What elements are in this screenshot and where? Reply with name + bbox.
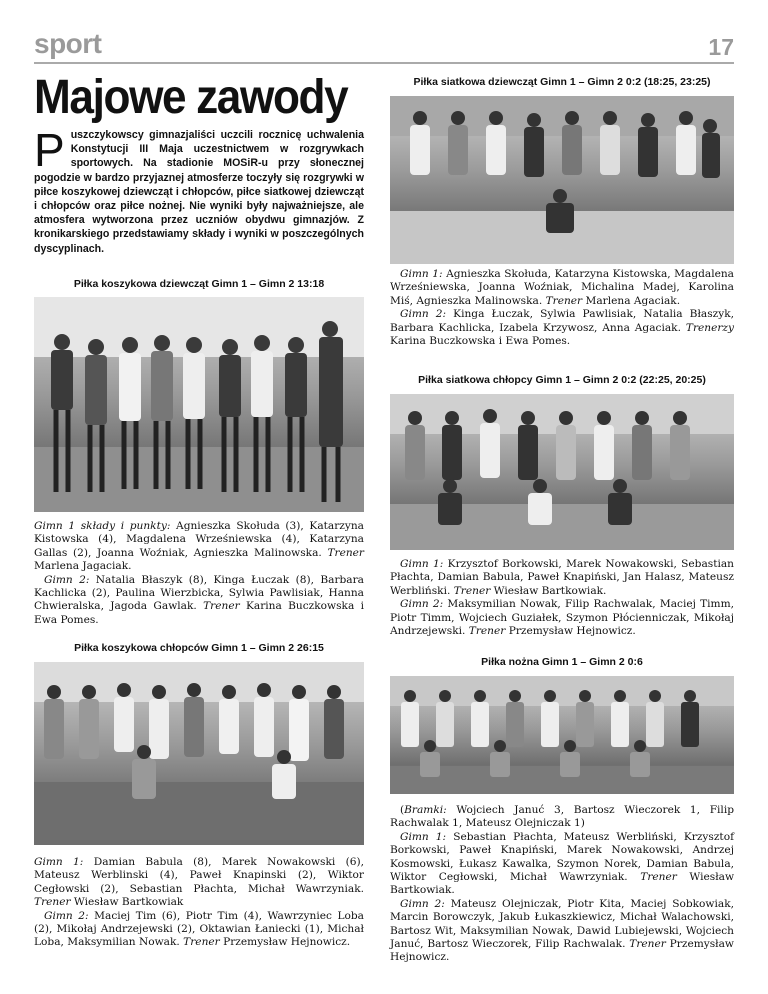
boys-basketball-photo — [34, 662, 364, 845]
boys-volleyball-photo — [390, 394, 734, 550]
drop-cap: P — [34, 124, 65, 176]
team-silhouettes — [390, 96, 734, 264]
team-silhouettes — [390, 676, 734, 794]
header-rule — [34, 62, 734, 64]
lead-text: uszczykowscy gimnazjaliści uczcili rocznicę uchwalenia Konstytucji III Maja uczestnictwem w rozgrywkach sportowych. Na stadionie MOSiR-u przy słonecznej pogodzie w bardzo przyjaznej atmosferze toczyły się rozgrywki w piłce koszykowej dziewcząt i chłopców, piłce siatkowej dziewcząt i chłopców oraz piłce nożnej. Nie wyniki były najważniejsze, ale atmosfera wytworzona przez uczniów obydwu gimnazjów. Z kronikarskiego przedstawiamy składy i wyniki w poszczególnych dyscyplinach. — [34, 129, 364, 255]
girls-volleyball-caption: Gimn 1: Agnieszka Skołuda, Katarzyna Kistowska, Magdalena Wrześniewska, Joanna Woźniak, Michalina Madej, Karolina Miś, Agnieszka Malinowska. Trener Marlena Agaciak. Gimn 2: Kinga Łuczak, Sylwia Pawlisiak, Natalia Błaszyk, Barbara Kachlicka, Izabela Krzywosz, Anna Agaciak. Trenerzy Karina Buczkowska i Ewa Pomes. — [390, 268, 735, 348]
article-title: Majowe zawody — [34, 71, 348, 124]
girls-basketball-photo — [34, 297, 364, 512]
football-title: Piłka nożna Gimn 1 – Gimn 2 0:6 — [481, 656, 643, 668]
page-number: 17 — [708, 34, 734, 60]
boys-volleyball-title: Piłka siatkowa chłopcy Gimn 1 – Gimn 2 0:2 (22:25, 20:25) — [418, 374, 706, 386]
boys-basketball-title: Piłka koszykowa chłopców Gimn 1 – Gimn 2 26:15 — [74, 642, 324, 654]
girls-volleyball-photo — [390, 96, 734, 264]
team-silhouettes — [390, 394, 734, 550]
boys-volleyball-caption: Gimn 1: Krzysztof Borkowski, Marek Nowakowski, Sebastian Płachta, Damian Babula, Paweł Knapiński, Jan Halasz, Mateusz Werbliński. Trener Wiesław Bartkowiak. Gimn 2: Maksymilian Nowak, Filip Rachwalak, Maciej Timm, Piotr Timm, Wojciech Guziałek, Szymon Płócienniczak, Mikołaj Andrzejewski. Trener Przemysław Hejnowicz. — [390, 558, 734, 638]
boys-basketball-caption: Gimn 1: Damian Babula (8), Marek Nowakowski (6), Mateusz Werblinski (4), Paweł Knapinski (2), Wiktor Cegłowski (2), Sebastian Płachta, Michał Wawrzyniak. Trener Wiesław Bartkowiak Gimn 2: Maciej Tim (6), Piotr Tim (4), Wawrzyniec Loba (2), Mikołaj Andrzejewski (2), Oktawian Łaniecki (1), Michał Loba, Maksymilian Nowak. Trener Przemysław Hejnowicz. — [34, 856, 364, 949]
team-silhouettes — [34, 662, 364, 845]
team-silhouettes — [34, 297, 364, 512]
girls-basketball-title: Piłka koszykowa dziewcząt Gimn 1 – Gimn 2 13:18 — [73, 278, 325, 290]
section-label: sport — [34, 28, 102, 59]
football-photo — [390, 676, 734, 794]
girls-volleyball-title: Piłka siatkowa dziewcząt Gimn 1 – Gimn 2 0:2 (18:25, 23:25) — [413, 76, 711, 88]
football-caption: (Bramki: Wojciech Januć 3, Bartosz Wieczorek 1, Filip Rachwalak 1, Mateusz Olejniczak 1) Gimn 1: Sebastian Płachta, Mateusz Werbliński, Krzysztof Borkowski, Paweł Knapiński, Marek Nowakowski, Andrzej Kosmowski, Łukasz Kawalka, Szymon Norek, Damian Babula, Wiktor Cegłowski, Michał Wawrzyniak. Trener Wiesław Bartkowiak. Gimn 2: Mateusz Olejniczak, Piotr Kita, Maciej Sobkowiak, Marcin Borowczyk, Jakub Łukaszkiewicz, Michał Walachowski, Bartosz Wit, Maksymilian Nowak, Dawid Lubiejewski, Wojciech Januć, Bartosz Wieczorek, Filip Rachwalak. Trener Przemysław Hejnowicz. — [390, 804, 735, 964]
article-lead — [34, 124, 364, 256]
girls-basketball-caption: Gimn 1 składy i punkty: Agnieszka Skołuda (3), Katarzyna Kistowska (4), Magdalena Wrześniewska (4), Katarzyna Gallas (2), Joanna Woźniak, Agnieszka Malinowska. Trener Marlena Jagaciak. Gimn 2: Natalia Błaszyk (8), Kinga Łuczak (8), Barbara Kachlicka (2), Paulina Wierzbicka, Sylwia Pawlisiak, Hanna Chwieralska, Jagoda Gawlak. Trener Karina Buczkowska i Ewa Pomes. — [34, 520, 364, 626]
